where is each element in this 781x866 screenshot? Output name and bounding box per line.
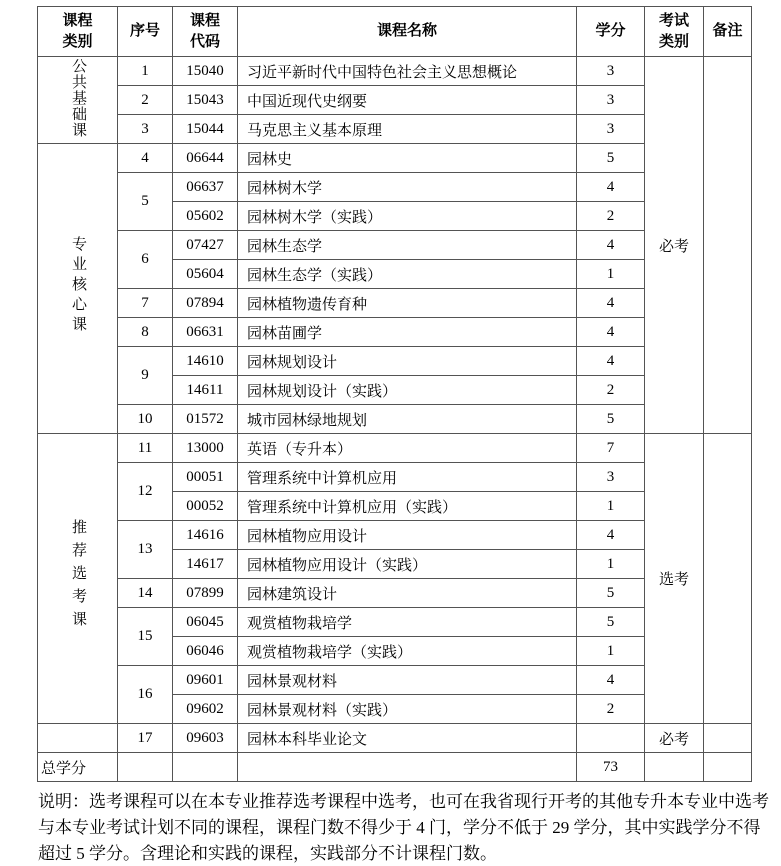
- name-cell: 园林史: [238, 144, 577, 173]
- category-cell-public-basic: [38, 57, 118, 144]
- table-row: [38, 231, 752, 260]
- name-cell-empty: [238, 753, 577, 782]
- exam-cell-elective-11-16: 选考: [645, 434, 704, 724]
- credit-cell: 4: [577, 666, 645, 695]
- name-cell: 园林规划设计（实践）: [238, 376, 577, 405]
- code-cell: 15043: [173, 86, 238, 115]
- name-cell: 中国近现代史纲要: [238, 86, 577, 115]
- seq-cell-empty: [118, 753, 173, 782]
- table-row: [38, 318, 752, 347]
- credit-cell: 1: [577, 550, 645, 579]
- credit-cell: 4: [577, 173, 645, 202]
- credit-cell: 5: [577, 608, 645, 637]
- header-exam-line2: 类别: [658, 33, 689, 50]
- credit-cell: 4: [577, 231, 645, 260]
- code-cell: 14617: [173, 550, 238, 579]
- code-cell: 07427: [173, 231, 238, 260]
- credit-cell: 5: [577, 144, 645, 173]
- header-row: [38, 7, 752, 57]
- exam-cell-empty: [645, 753, 704, 782]
- name-cell: 园林树木学: [238, 173, 577, 202]
- table-row: [38, 347, 752, 376]
- category-label: 公共基础课: [70, 57, 86, 138]
- code-cell: 15040: [173, 57, 238, 86]
- name-cell: 园林苗圃学: [238, 318, 577, 347]
- remark-cell-empty: [704, 753, 752, 782]
- name-cell: 观赏植物栽培学（实践）: [238, 637, 577, 666]
- credit-cell: 2: [577, 376, 645, 405]
- total-row: [38, 753, 752, 782]
- seq-cell: 14: [118, 579, 173, 608]
- seq-cell: 4: [118, 144, 173, 173]
- credit-cell: 3: [577, 57, 645, 86]
- credit-cell: 4: [577, 521, 645, 550]
- table-row: [38, 405, 752, 434]
- table-row: [38, 434, 752, 463]
- credit-cell: [577, 724, 645, 753]
- table-row: [38, 579, 752, 608]
- name-cell: 城市园林绿地规划: [238, 405, 577, 434]
- name-cell: 马克思主义基本原理: [238, 115, 577, 144]
- name-cell: 园林生态学: [238, 231, 577, 260]
- header-remark: 备注: [704, 7, 752, 57]
- name-cell: 园林树木学（实践）: [238, 202, 577, 231]
- seq-cell: 10: [118, 405, 173, 434]
- seq-cell: 11: [118, 434, 173, 463]
- category-cell-major-core: [38, 144, 118, 434]
- category-label: 专业核心课: [70, 236, 86, 336]
- remark-cell-17: [704, 724, 752, 753]
- table-row: [38, 289, 752, 318]
- table-row: [38, 86, 752, 115]
- seq-cell: 3: [118, 115, 173, 144]
- seq-cell: 8: [118, 318, 173, 347]
- category-cell-recommended-elective: [38, 434, 118, 724]
- name-cell: 园林植物应用设计: [238, 521, 577, 550]
- header-category: [38, 7, 118, 57]
- code-cell: 00051: [173, 463, 238, 492]
- code-cell: 05602: [173, 202, 238, 231]
- exam-cell-required-1-10: 必考: [645, 57, 704, 434]
- name-cell: 园林景观材料: [238, 666, 577, 695]
- credit-cell: 5: [577, 579, 645, 608]
- name-cell: 园林景观材料（实践）: [238, 695, 577, 724]
- name-cell: 管理系统中计算机应用（实践）: [238, 492, 577, 521]
- category-label: 推荐选考课: [70, 518, 86, 634]
- code-cell: 07894: [173, 289, 238, 318]
- header-category-line1: 课程: [62, 13, 93, 30]
- credit-cell: 5: [577, 405, 645, 434]
- credit-cell: 2: [577, 202, 645, 231]
- table-row: [38, 724, 752, 753]
- seq-cell: 17: [118, 724, 173, 753]
- code-cell: 14616: [173, 521, 238, 550]
- name-cell: 园林本科毕业论文: [238, 724, 577, 753]
- header-name: 课程名称: [238, 7, 577, 57]
- name-cell: 英语（专升本）: [238, 434, 577, 463]
- code-cell: 13000: [173, 434, 238, 463]
- seq-cell: 6: [118, 231, 173, 289]
- curriculum-table: [37, 6, 752, 782]
- note-line: 说明：选考课程可以在本专业推荐选考课程中选考，也可在我省现行开考的其他专升本专业中选考: [38, 792, 769, 811]
- name-cell: 习近平新时代中国特色社会主义思想概论: [238, 57, 577, 86]
- total-credits-value: 73: [577, 753, 645, 782]
- table-row: [38, 144, 752, 173]
- credit-cell: 4: [577, 318, 645, 347]
- code-cell: 06631: [173, 318, 238, 347]
- credit-cell: 3: [577, 86, 645, 115]
- code-cell: 09602: [173, 695, 238, 724]
- seq-cell: 7: [118, 289, 173, 318]
- code-cell: 09601: [173, 666, 238, 695]
- category-cell-empty: [38, 724, 118, 753]
- code-cell: 14611: [173, 376, 238, 405]
- code-cell: 06045: [173, 608, 238, 637]
- credit-cell: 4: [577, 289, 645, 318]
- exam-cell-required-17: 必考: [645, 724, 704, 753]
- name-cell: 观赏植物栽培学: [238, 608, 577, 637]
- code-cell: 15044: [173, 115, 238, 144]
- name-cell: 园林生态学（实践）: [238, 260, 577, 289]
- table-row: [38, 521, 752, 550]
- header-exam-line1: 考试: [658, 13, 689, 30]
- explanatory-note: [38, 789, 769, 866]
- seq-cell: 1: [118, 57, 173, 86]
- credit-cell: 1: [577, 260, 645, 289]
- name-cell: 园林建筑设计: [238, 579, 577, 608]
- code-cell: 06046: [173, 637, 238, 666]
- table-row: [38, 115, 752, 144]
- seq-cell: 2: [118, 86, 173, 115]
- header-exam: [645, 7, 704, 57]
- note-line: 与本专业考试计划不同的课程，课程门数不得少于 4 门，学分不低于 29 学分，其中实践学分不得: [38, 817, 761, 837]
- code-cell: 05604: [173, 260, 238, 289]
- name-cell: 园林规划设计: [238, 347, 577, 376]
- code-cell: 06637: [173, 173, 238, 202]
- header-credit: 学分: [577, 7, 645, 57]
- seq-cell: 5: [118, 173, 173, 231]
- credit-cell: 2: [577, 695, 645, 724]
- seq-cell: 9: [118, 347, 173, 405]
- remark-cell-11-16: [704, 434, 752, 724]
- header-seq: 序号: [118, 7, 173, 57]
- credit-cell: 1: [577, 492, 645, 521]
- header-code: [173, 7, 238, 57]
- seq-cell: 12: [118, 463, 173, 521]
- remark-cell-1-10: [704, 57, 752, 434]
- name-cell: 管理系统中计算机应用: [238, 463, 577, 492]
- header-code-line1: 课程: [189, 13, 220, 30]
- code-cell: 00052: [173, 492, 238, 521]
- code-cell-empty: [173, 753, 238, 782]
- total-label: 总学分: [38, 753, 118, 782]
- credit-cell: 3: [577, 115, 645, 144]
- name-cell: 园林植物应用设计（实践）: [238, 550, 577, 579]
- credit-cell: 7: [577, 434, 645, 463]
- seq-cell: 16: [118, 666, 173, 724]
- table-row: [38, 57, 752, 86]
- credit-cell: 3: [577, 463, 645, 492]
- header-category-line2: 类别: [62, 33, 93, 50]
- table-row: [38, 463, 752, 492]
- seq-cell: 13: [118, 521, 173, 579]
- table-row: [38, 173, 752, 202]
- name-cell: 园林植物遗传育种: [238, 289, 577, 318]
- table-row: [38, 608, 752, 637]
- code-cell: 01572: [173, 405, 238, 434]
- table-row: [38, 666, 752, 695]
- credit-cell: 4: [577, 347, 645, 376]
- code-cell: 09603: [173, 724, 238, 753]
- header-code-line2: 代码: [189, 33, 220, 50]
- code-cell: 06644: [173, 144, 238, 173]
- note-line: 超过 5 学分。含理论和实践的课程，实践部分不计课程门数。: [38, 843, 497, 863]
- code-cell: 14610: [173, 347, 238, 376]
- code-cell: 07899: [173, 579, 238, 608]
- credit-cell: 1: [577, 637, 645, 666]
- seq-cell: 15: [118, 608, 173, 666]
